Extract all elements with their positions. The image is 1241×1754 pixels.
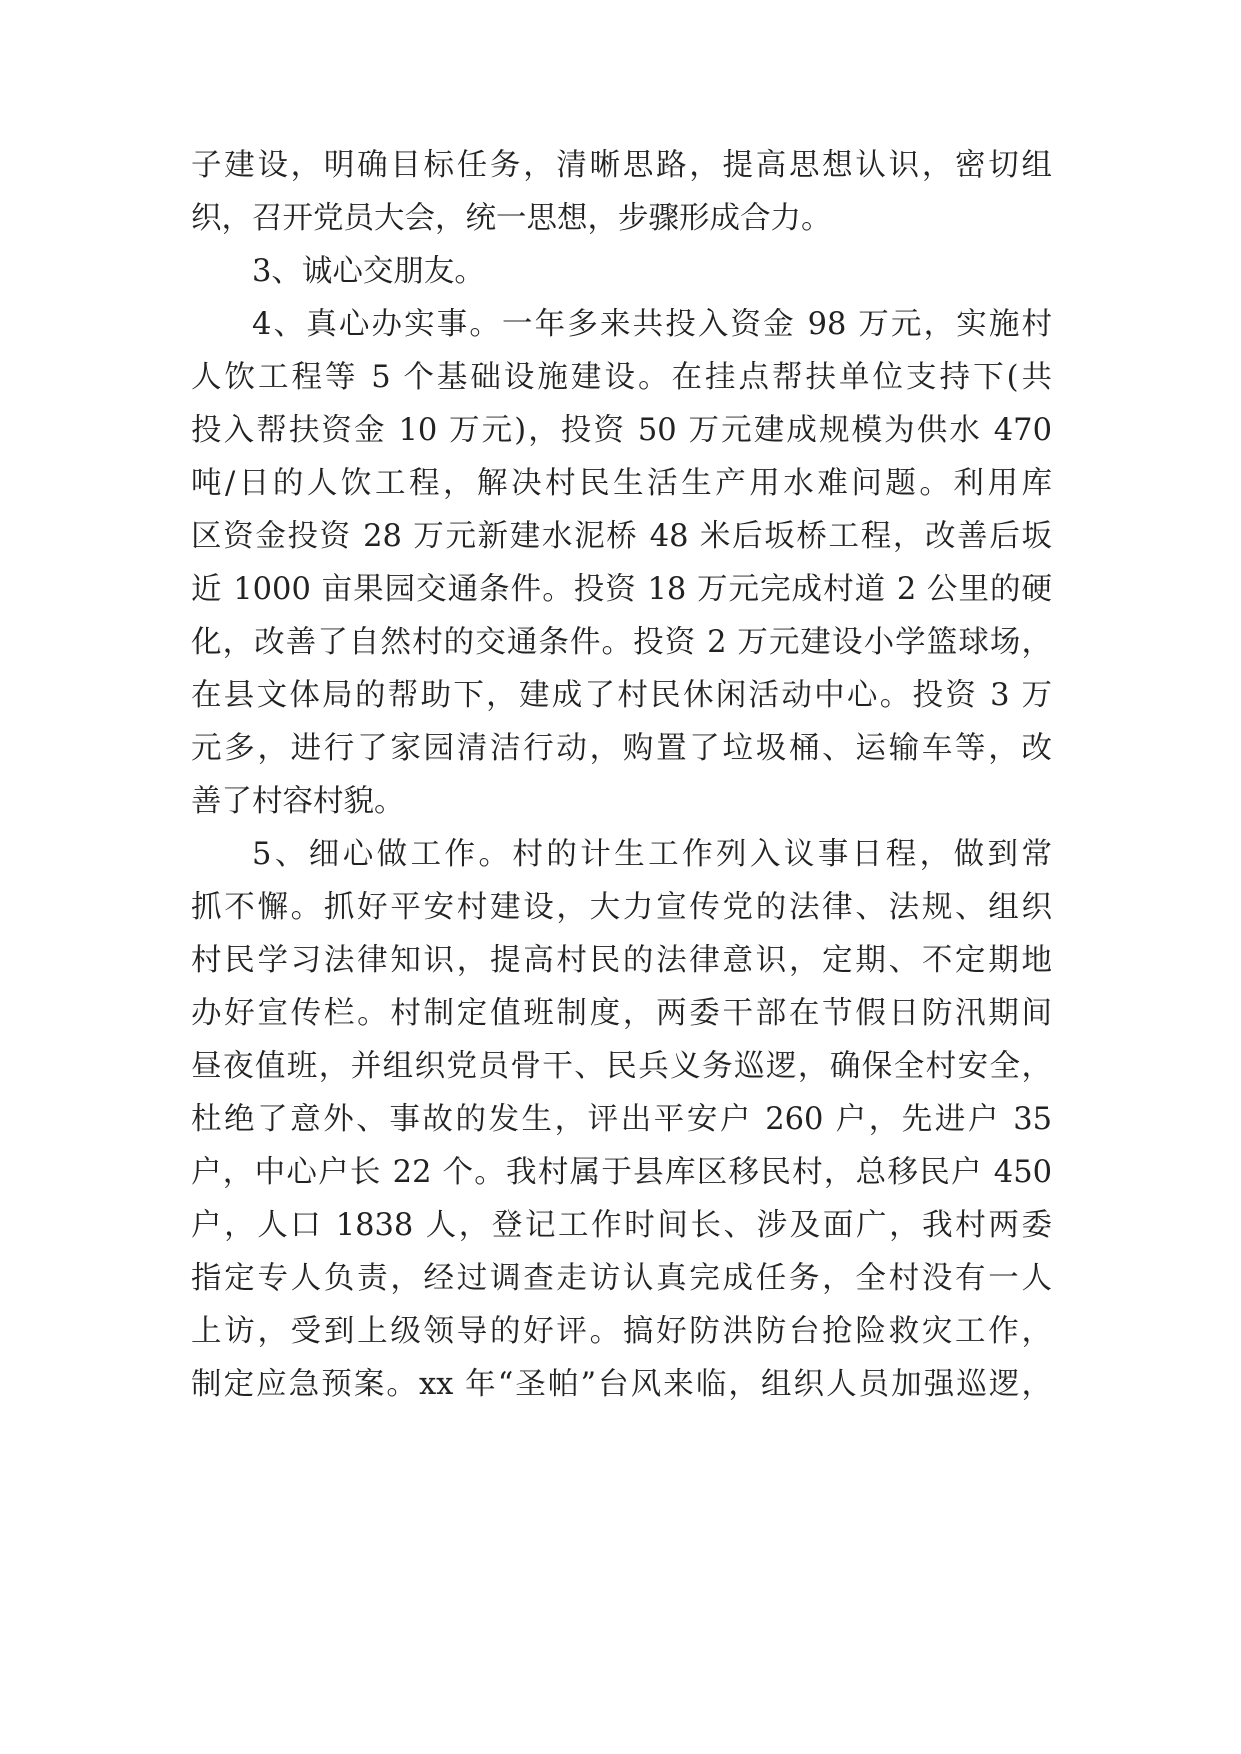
text-line: 抓不懈。抓好平安村建设，大力宣传党的法律、法规、组织	[191, 890, 1052, 925]
text-line: 在县文体局的帮助下，建成了村民休闲活动中心。投资 3 万	[191, 678, 1052, 713]
text-line: 化，改善了自然村的交通条件。投资 2 万元建设小学篮球场，	[191, 625, 1052, 660]
text-line: 指定专人负责，经过调查走访认真完成任务，全村没有一人	[191, 1261, 1052, 1296]
text-line: 杜绝了意外、事故的发生，评出平安户 260 户，先进户 35	[191, 1102, 1052, 1137]
list-item-4: 4、真心办实事。一年多来共投入资金 98 万元，实施村	[252, 307, 1052, 342]
text-line: 户，中心户长 22 个。我村属于县库区移民村，总移民户 450	[191, 1155, 1052, 1190]
text-line: 上访，受到上级领导的好评。搞好防洪防台抢险救灾工作，	[191, 1314, 1052, 1349]
list-item-3: 3、诚心交朋友。	[252, 254, 485, 289]
text-line: 善了村容村貌。	[191, 784, 405, 819]
text-line: 吨/日的人饮工程，解决村民生活生产用水难问题。利用库	[191, 466, 1052, 501]
text-line: 区资金投资 28 万元新建水泥桥 48 米后坂桥工程，改善后坂	[191, 519, 1052, 554]
text-line: 近 1000 亩果园交通条件。投资 18 万元完成村道 2 公里的硬	[191, 572, 1052, 607]
text-line: 织，召开党员大会，统一思想，步骤形成合力。	[191, 201, 832, 236]
list-item-5: 5、细心做工作。村的计生工作列入议事日程，做到常	[252, 837, 1052, 872]
text-line: 元多，进行了家园清洁行动，购置了垃圾桶、运输车等，改	[191, 731, 1052, 766]
text-line: 办好宣传栏。村制定值班制度，两委干部在节假日防汛期间	[191, 996, 1052, 1031]
text-line: 户，人口 1838 人，登记工作时间长、涉及面广，我村两委	[191, 1208, 1052, 1243]
text-line: 子建设，明确目标任务，清晰思路，提高思想认识，密切组	[191, 148, 1052, 183]
text-line: 制定应急预案。xx 年“圣帕”台风来临，组织人员加强巡逻，	[191, 1367, 1052, 1402]
text-line: 投入帮扶资金 10 万元)，投资 50 万元建成规模为供水 470	[191, 413, 1052, 448]
text-line: 昼夜值班，并组织党员骨干、民兵义务巡逻，确保全村安全，	[191, 1049, 1052, 1084]
text-line: 人饮工程等 5 个基础设施建设。在挂点帮扶单位支持下(共	[191, 360, 1052, 395]
text-line: 村民学习法律知识，提高村民的法律意识，定期、不定期地	[191, 943, 1052, 978]
